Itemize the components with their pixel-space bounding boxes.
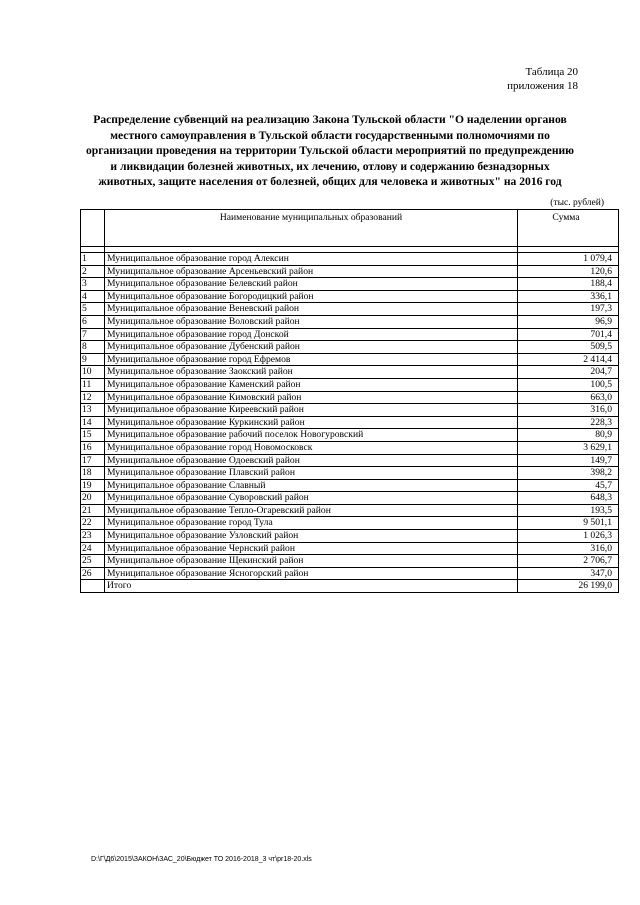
table-row [81, 542, 619, 555]
table-row [81, 366, 619, 379]
table-row [81, 429, 619, 442]
table-row [81, 416, 619, 429]
row-name-cell: Муниципальное образование Куркинский район [105, 416, 518, 429]
total-row [81, 580, 619, 593]
row-name-cell: Муниципальное образование Дубенский район [105, 341, 518, 354]
title-line: и ликвидации болезней животных, их лечению, отлову и содержанию безнадзорных [110, 159, 550, 173]
row-sum-cell: 3 629,1 [518, 441, 619, 454]
table-row [81, 290, 619, 303]
table-row [81, 353, 619, 366]
total-num-cell [81, 580, 105, 593]
table-row [81, 530, 619, 543]
table-row [81, 265, 619, 278]
row-sum-cell: 204,7 [518, 366, 619, 379]
row-number-cell: 25 [81, 555, 105, 568]
row-number-cell: 23 [81, 530, 105, 543]
row-number-cell: 13 [81, 404, 105, 417]
row-name-cell: Муниципальное образование Кимовский район [105, 391, 518, 404]
table-row [81, 441, 619, 454]
table-row [81, 479, 619, 492]
row-sum-cell: 45,7 [518, 479, 619, 492]
units-label: (тыс. рублей) [550, 198, 604, 208]
table-row [81, 454, 619, 467]
row-number-cell: 9 [81, 353, 105, 366]
row-name-cell: Муниципальное образование Веневский район [105, 303, 518, 316]
row-sum-cell: 149,7 [518, 454, 619, 467]
table-row [81, 315, 619, 328]
row-name-cell: Муниципальное образование Белевский район [105, 278, 518, 291]
table-label: Таблица 20 [525, 66, 578, 78]
row-number-cell: 4 [81, 290, 105, 303]
row-sum-cell: 188,4 [518, 278, 619, 291]
row-number-cell: 12 [81, 391, 105, 404]
row-sum-cell: 336,1 [518, 290, 619, 303]
row-sum-cell: 701,4 [518, 328, 619, 341]
row-sum-cell: 2 706,7 [518, 555, 619, 568]
table-row [81, 328, 619, 341]
row-name-cell: Муниципальное образование Каменский район [105, 378, 518, 391]
row-name-cell: Муниципальное образование Славный [105, 479, 518, 492]
row-name-cell: Муниципальное образование город Алексин [105, 253, 518, 266]
row-name-cell: Муниципальное образование город Новомосковск [105, 441, 518, 454]
row-number-cell: 26 [81, 567, 105, 580]
row-sum-cell: 193,5 [518, 504, 619, 517]
row-number-cell: 10 [81, 366, 105, 379]
row-name-cell: Муниципальное образование город Тула [105, 517, 518, 530]
row-sum-cell: 80,9 [518, 429, 619, 442]
row-name-cell: Муниципальное образование город Ефремов [105, 353, 518, 366]
row-number-cell: 20 [81, 492, 105, 505]
table-row [81, 378, 619, 391]
row-sum-cell: 648,3 [518, 492, 619, 505]
file-path-footer: D:\Г\Д6\2015\ЗАКОН\ЗАС_20\Бюджет ТО 2016-2018_3 чт\pr18-20.xls [91, 856, 312, 863]
row-number-cell: 6 [81, 315, 105, 328]
row-number-cell: 11 [81, 378, 105, 391]
title-line: организации проведения на территории Тульской области мероприятий по предупреждению [85, 144, 575, 157]
table-row [81, 404, 619, 417]
row-sum-cell: 663,0 [518, 391, 619, 404]
table-header-row [81, 210, 619, 247]
row-sum-cell: 2 414,4 [518, 353, 619, 366]
row-number-cell: 18 [81, 467, 105, 480]
table-row [81, 555, 619, 568]
row-number-cell: 7 [81, 328, 105, 341]
row-sum-cell: 100,5 [518, 378, 619, 391]
row-sum-cell: 197,3 [518, 303, 619, 316]
row-name-cell: Муниципальное образование рабочий поселок Новогуровский [105, 429, 518, 442]
title-line: местного самоуправления в Тульской области государственными полномочиями по [110, 128, 550, 142]
row-number-cell: 5 [81, 303, 105, 316]
row-sum-cell: 509,5 [518, 341, 619, 354]
row-name-cell: Муниципальное образование Чернский район [105, 542, 518, 555]
table-row [81, 303, 619, 316]
document-title [70, 112, 590, 190]
row-name-cell: Муниципальное образование Богородицкий район [105, 290, 518, 303]
table-row [81, 391, 619, 404]
row-sum-cell: 316,0 [518, 404, 619, 417]
table-row [81, 278, 619, 291]
row-number-cell: 14 [81, 416, 105, 429]
row-name-cell: Муниципальное образование Воловский район [105, 315, 518, 328]
header-sum-cell: Сумма [518, 210, 619, 247]
row-number-cell: 17 [81, 454, 105, 467]
table-row [81, 467, 619, 480]
row-name-cell: Муниципальное образование Одоевский район [105, 454, 518, 467]
table-row [81, 504, 619, 517]
row-number-cell: 22 [81, 517, 105, 530]
row-sum-cell: 228,3 [518, 416, 619, 429]
appendix-label: приложения 18 [507, 80, 578, 92]
row-sum-cell: 316,0 [518, 542, 619, 555]
row-number-cell: 15 [81, 429, 105, 442]
table-row [81, 517, 619, 530]
row-name-cell: Муниципальное образование Арсеньевский район [105, 265, 518, 278]
row-sum-cell: 120,6 [518, 265, 619, 278]
total-sum-cell: 26 199,0 [518, 580, 619, 593]
subvention-table [80, 209, 619, 593]
row-number-cell: 19 [81, 479, 105, 492]
table-row [81, 492, 619, 505]
row-name-cell: Муниципальное образование Ясногорский район [105, 567, 518, 580]
row-sum-cell: 9 501,1 [518, 517, 619, 530]
total-label-cell: Итого [105, 580, 518, 593]
row-name-cell: Муниципальное образование Плавский район [105, 467, 518, 480]
row-name-cell: Муниципальное образование Узловский район [105, 530, 518, 543]
row-name-cell: Муниципальное образование Тепло-Огаревский район [105, 504, 518, 517]
row-sum-cell: 398,2 [518, 467, 619, 480]
row-number-cell: 16 [81, 441, 105, 454]
table-row [81, 341, 619, 354]
row-name-cell: Муниципальное образование город Донской [105, 328, 518, 341]
header-num-cell [81, 210, 105, 247]
row-name-cell: Муниципальное образование Заокский район [105, 366, 518, 379]
row-name-cell: Муниципальное образование Суворовский район [105, 492, 518, 505]
title-line: Распределение субвенций на реализацию Закона Тульской области "О наделении органов [93, 113, 567, 126]
row-sum-cell: 347,0 [518, 567, 619, 580]
row-number-cell: 1 [81, 253, 105, 266]
header-name-cell: Наименование муниципальных образований [105, 210, 518, 247]
row-number-cell: 3 [81, 278, 105, 291]
title-line: животных, защите населения от болезней, общих для человека и животных" на 2016 год [98, 175, 562, 188]
row-number-cell: 8 [81, 341, 105, 354]
table-row [81, 253, 619, 266]
row-name-cell: Муниципальное образование Киреевский район [105, 404, 518, 417]
row-number-cell: 21 [81, 504, 105, 517]
row-number-cell: 24 [81, 542, 105, 555]
row-number-cell: 2 [81, 265, 105, 278]
row-name-cell: Муниципальное образование Щекинский район [105, 555, 518, 568]
row-sum-cell: 1 026,3 [518, 530, 619, 543]
row-sum-cell: 1 079,4 [518, 253, 619, 266]
table-row [81, 567, 619, 580]
row-sum-cell: 96,9 [518, 315, 619, 328]
